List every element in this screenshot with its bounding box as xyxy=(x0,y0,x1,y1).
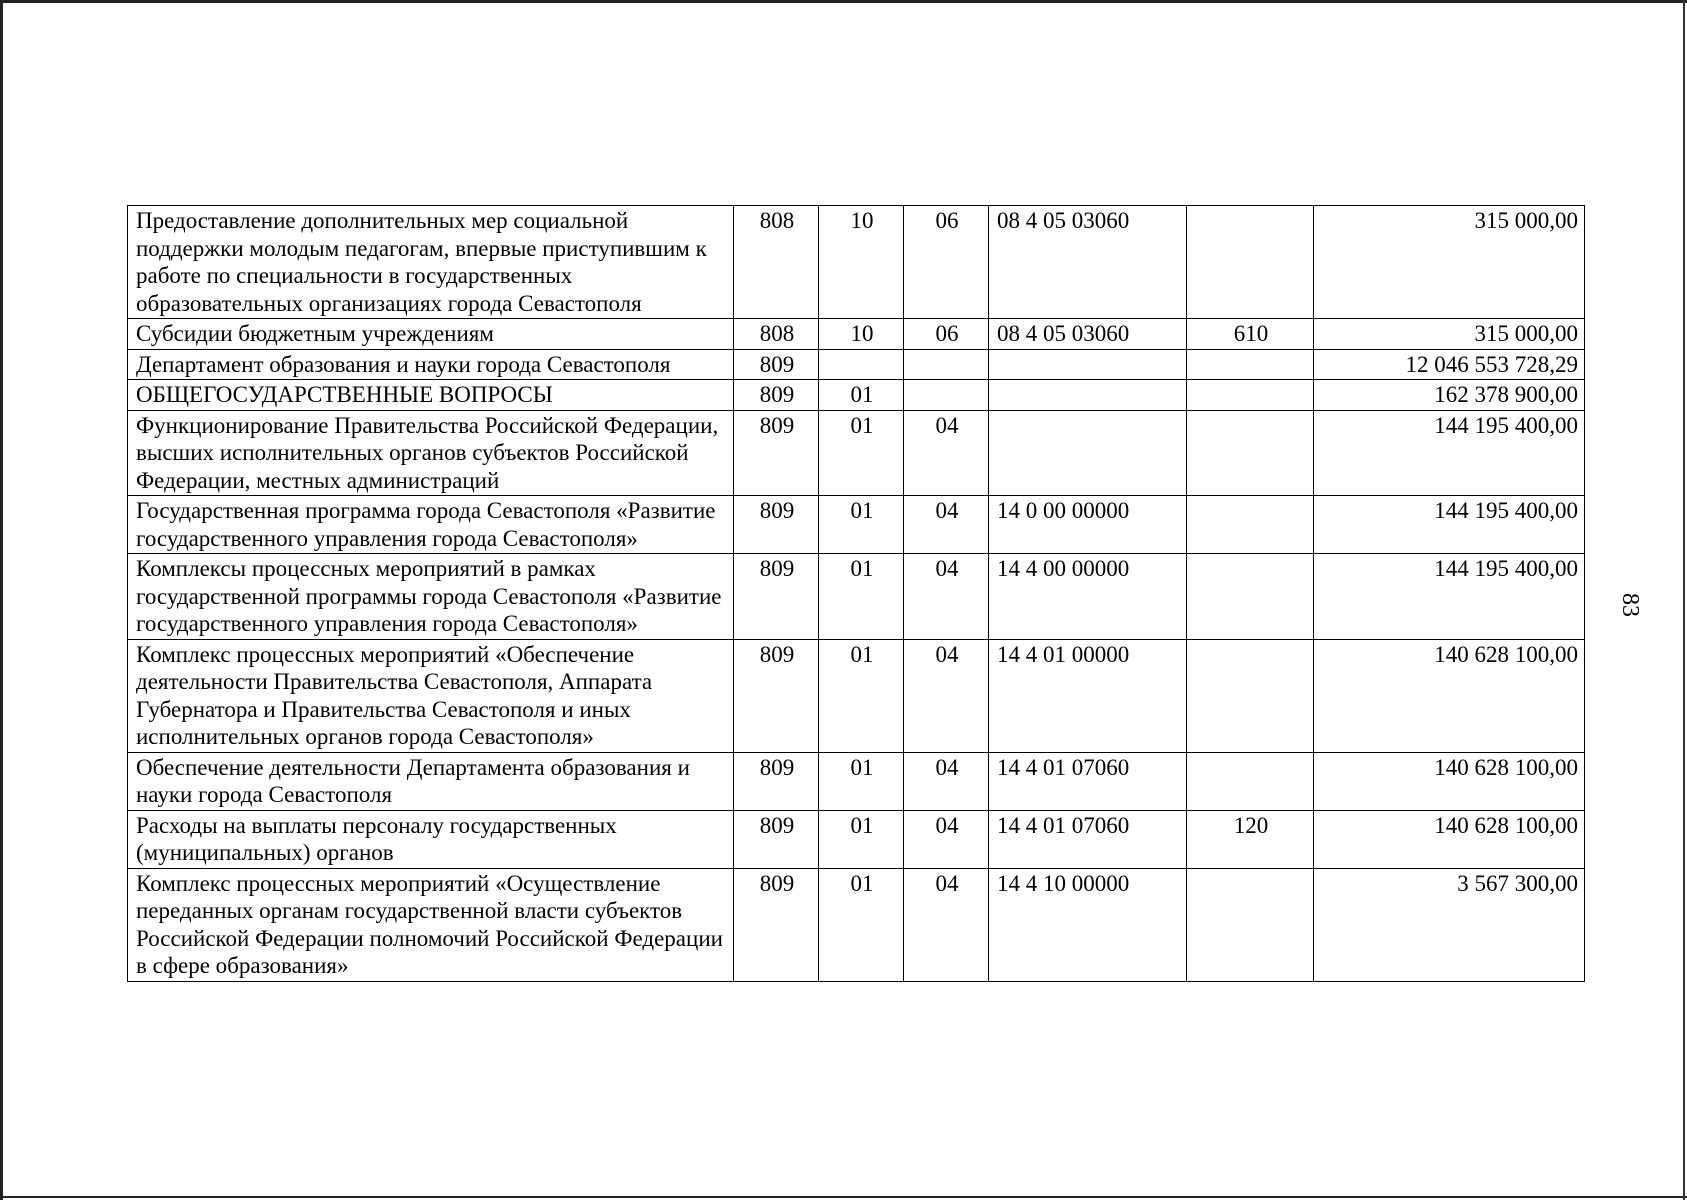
section-code: 01 xyxy=(819,810,904,868)
expense-type-code xyxy=(1187,639,1314,752)
scan-border-top xyxy=(0,0,1687,3)
amount: 315 000,00 xyxy=(1314,206,1585,319)
expense-name: Субсидии бюджетным учреждениям xyxy=(128,319,734,350)
grbs-code: 809 xyxy=(734,554,819,640)
expense-type-code xyxy=(1187,206,1314,319)
expense-type-code xyxy=(1187,554,1314,640)
table-row xyxy=(128,554,1585,640)
target-article-code: 14 0 00 00000 xyxy=(989,496,1187,554)
subsection-code: 04 xyxy=(904,410,989,496)
amount: 144 195 400,00 xyxy=(1314,410,1585,496)
grbs-code: 808 xyxy=(734,319,819,350)
expense-name: Функционирование Правительства Российской Федерации, высших исполнительных органов субъектов Российской Федерации, местных администраций xyxy=(128,410,734,496)
subsection-code: 04 xyxy=(904,554,989,640)
target-article-code xyxy=(989,380,1187,411)
amount: 12 046 553 728,29 xyxy=(1314,349,1585,380)
expense-type-code xyxy=(1187,868,1314,981)
amount: 144 195 400,00 xyxy=(1314,496,1585,554)
grbs-code: 808 xyxy=(734,206,819,319)
table-row xyxy=(128,752,1585,810)
target-article-code: 08 4 05 03060 xyxy=(989,319,1187,350)
amount: 140 628 100,00 xyxy=(1314,810,1585,868)
table-row xyxy=(128,410,1585,496)
expense-name: Обеспечение деятельности Департамента образования и науки города Севастополя xyxy=(128,752,734,810)
expense-name: Комплекс процессных мероприятий «Обеспечение деятельности Правительства Севастополя, Аппарата Губернатора и Правительства Севастополя и иных исполнительных органов города Севастополя» xyxy=(128,639,734,752)
grbs-code: 809 xyxy=(734,349,819,380)
amount: 315 000,00 xyxy=(1314,319,1585,350)
subsection-code: 06 xyxy=(904,206,989,319)
section-code: 01 xyxy=(819,752,904,810)
amount: 162 378 900,00 xyxy=(1314,380,1585,411)
subsection-code: 04 xyxy=(904,496,989,554)
page-number: 83 xyxy=(1617,593,1643,617)
target-article-code: 14 4 01 00000 xyxy=(989,639,1187,752)
table-row xyxy=(128,349,1585,380)
amount: 144 195 400,00 xyxy=(1314,554,1585,640)
section-code xyxy=(819,349,904,380)
expense-type-code xyxy=(1187,410,1314,496)
expense-type-code: 120 xyxy=(1187,810,1314,868)
expense-type-code xyxy=(1187,752,1314,810)
table-row xyxy=(128,639,1585,752)
target-article-code: 14 4 10 00000 xyxy=(989,868,1187,981)
amount: 140 628 100,00 xyxy=(1314,639,1585,752)
scan-border-bottom xyxy=(0,1196,1687,1198)
grbs-code: 809 xyxy=(734,639,819,752)
target-article-code: 14 4 01 07060 xyxy=(989,752,1187,810)
scan-border-left xyxy=(0,0,3,1200)
expense-name: Предоставление дополнительных мер социальной поддержки молодым педагогам, впервые приступившим к работе по специальности в государственных образовательных организациях города Севастополя xyxy=(128,206,734,319)
table-row xyxy=(128,380,1585,411)
target-article-code: 08 4 05 03060 xyxy=(989,206,1187,319)
table-row xyxy=(128,810,1585,868)
expense-type-code: 610 xyxy=(1187,319,1314,350)
subsection-code: 06 xyxy=(904,319,989,350)
expense-name: ОБЩЕГОСУДАРСТВЕННЫЕ ВОПРОСЫ xyxy=(128,380,734,411)
target-article-code: 14 4 00 00000 xyxy=(989,554,1187,640)
subsection-code xyxy=(904,380,989,411)
scan-border-right xyxy=(1683,0,1685,1200)
subsection-code: 04 xyxy=(904,752,989,810)
table-row xyxy=(128,868,1585,981)
grbs-code: 809 xyxy=(734,752,819,810)
section-code: 01 xyxy=(819,496,904,554)
target-article-code xyxy=(989,410,1187,496)
expense-type-code xyxy=(1187,380,1314,411)
table-row xyxy=(128,496,1585,554)
expense-name: Комплекс процессных мероприятий «Осуществление переданных органам государственной власти субъектов Российской Федерации полномочий Российской Федерации в сфере образования» xyxy=(128,868,734,981)
section-code: 01 xyxy=(819,639,904,752)
expense-name: Расходы на выплаты персоналу государственных (муниципальных) органов xyxy=(128,810,734,868)
grbs-code: 809 xyxy=(734,496,819,554)
expense-type-code xyxy=(1187,496,1314,554)
section-code: 01 xyxy=(819,868,904,981)
target-article-code xyxy=(989,349,1187,380)
section-code: 01 xyxy=(819,410,904,496)
target-article-code: 14 4 01 07060 xyxy=(989,810,1187,868)
grbs-code: 809 xyxy=(734,810,819,868)
expense-name: Государственная программа города Севастополя «Развитие государственного управления города Севастополя» xyxy=(128,496,734,554)
subsection-code: 04 xyxy=(904,810,989,868)
section-code: 10 xyxy=(819,319,904,350)
budget-table xyxy=(127,205,1585,982)
subsection-code: 04 xyxy=(904,868,989,981)
expense-name: Комплексы процессных мероприятий в рамках государственной программы города Севастополя «Развитие государственного управления города Севастополя» xyxy=(128,554,734,640)
grbs-code: 809 xyxy=(734,410,819,496)
grbs-code: 809 xyxy=(734,380,819,411)
table-row xyxy=(128,319,1585,350)
amount: 140 628 100,00 xyxy=(1314,752,1585,810)
section-code: 01 xyxy=(819,554,904,640)
section-code: 10 xyxy=(819,206,904,319)
expense-type-code xyxy=(1187,349,1314,380)
amount: 3 567 300,00 xyxy=(1314,868,1585,981)
table-row xyxy=(128,206,1585,319)
section-code: 01 xyxy=(819,380,904,411)
subsection-code xyxy=(904,349,989,380)
expense-name: Департамент образования и науки города Севастополя xyxy=(128,349,734,380)
grbs-code: 809 xyxy=(734,868,819,981)
subsection-code: 04 xyxy=(904,639,989,752)
